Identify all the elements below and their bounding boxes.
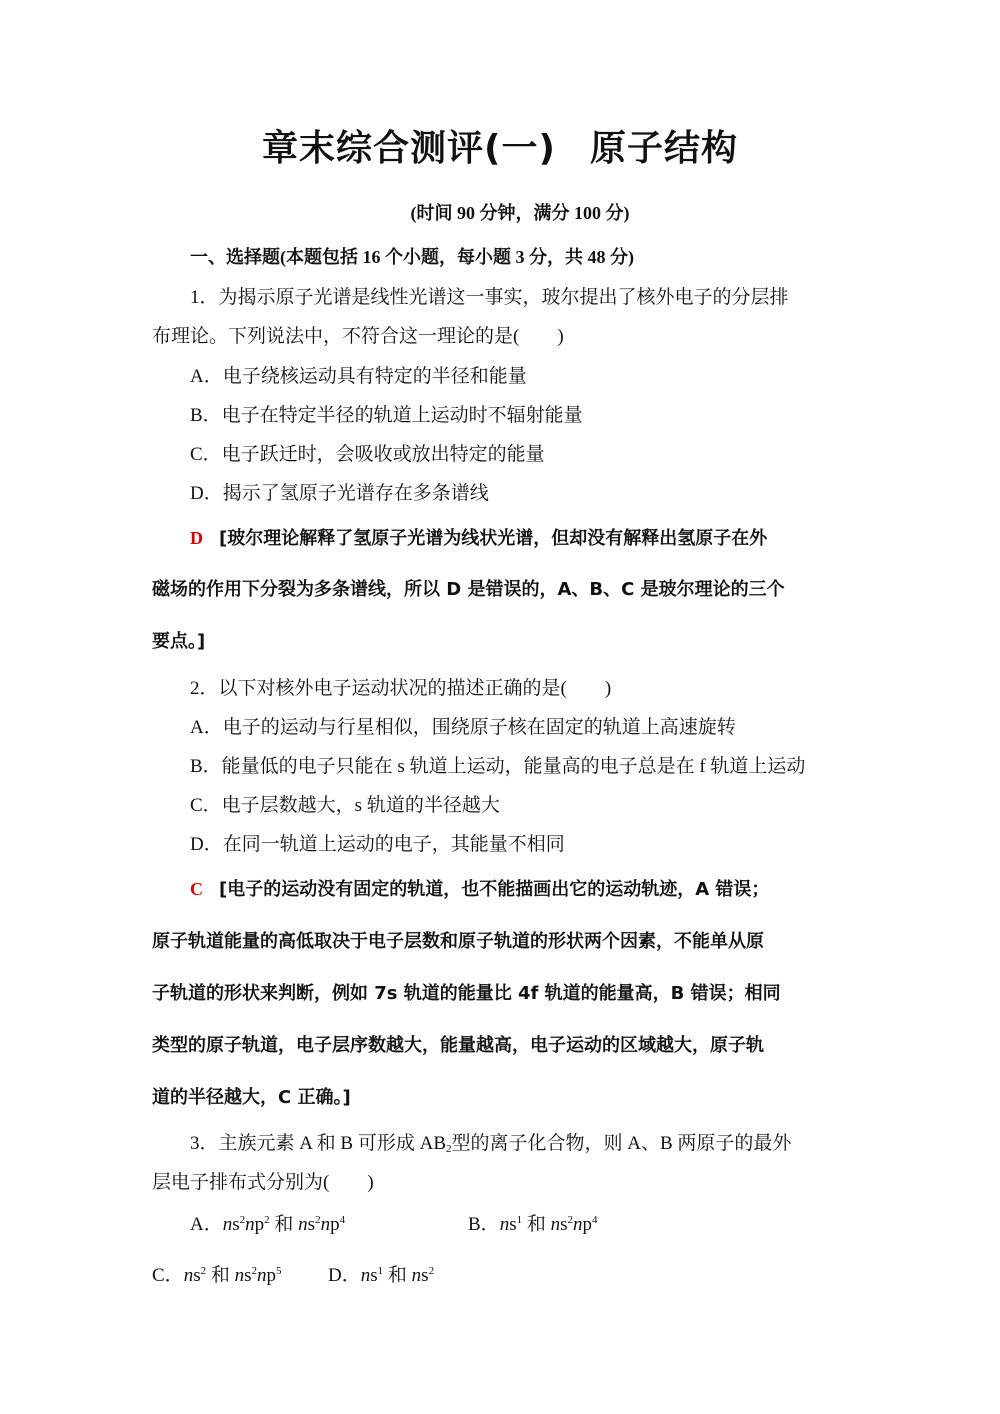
q3-orb-s: s [421, 1265, 429, 1286]
q3-and: 和 [210, 1265, 230, 1286]
title-part2: 原子结构 [589, 128, 738, 169]
q3-sup: 4 [339, 1214, 346, 1226]
q2-explanation-line4: 类型的原子轨道，电子层序数越大，能量越高，电子运动的区域越大，原子轨 [152, 1035, 764, 1056]
q3-orb-p: p [254, 1214, 265, 1235]
q3-option-b-label: B． [468, 1214, 500, 1235]
q2-explanation-line5: 道的半径越大，C 正确。] [152, 1087, 351, 1108]
section-heading-note: (本题包括 16 个小题，每小题 3 分，共 48 分) [280, 247, 634, 267]
q2-option-d: D．在同一轨道上运动的电子，其能量不相同 [190, 834, 565, 855]
q3-orb-s: s [560, 1214, 568, 1235]
q3-orb-p: p [266, 1265, 277, 1286]
q3-option-d [328, 1266, 434, 1285]
q3-orb-s: s [193, 1265, 201, 1286]
q1-explanation-line1 [190, 529, 767, 548]
q3-stem-part-a: 3．主族元素 A 和 B 可形成 AB [190, 1133, 446, 1154]
title-part1: 章末综合测评(一) [262, 128, 556, 169]
q2-explanation-line3: 子轨道的形状来判断，例如 7s 轨道的能量比 4f 轨道的能量高，B 错误；相同 [152, 983, 781, 1004]
q3-var-n: n [360, 1265, 371, 1286]
q2-answer-letter: C [190, 879, 203, 899]
q3-var-n: n [573, 1214, 583, 1235]
q3-var-n: n [550, 1214, 561, 1235]
q1-option-b: B．电子在特定半径的轨道上运动时不辐射能量 [190, 405, 583, 426]
section-heading-title: 一、选择题 [190, 247, 280, 268]
q1-stem-line1: 1．为揭示原子光谱是线性光谱这一事实，玻尔提出了核外电子的分层排 [190, 287, 789, 308]
q1-explanation-text1: [玻尔理论解释了氢原子光谱为线状光谱，但却没有解释出氢原子在外 [219, 528, 768, 549]
q2-option-c: C．电子层数越大，s 轨道的半径越大 [190, 795, 500, 816]
q1-option-d: D．揭示了氢原子光谱存在多条谱线 [190, 483, 489, 504]
page-title [0, 120, 1000, 171]
q3-orb-s: s [244, 1265, 252, 1286]
q1-stem-line2: 布理论。下列说法中，不符合这一理论的是( ) [152, 326, 564, 347]
q3-option-b [468, 1215, 598, 1234]
q3-sup: 2 [200, 1265, 207, 1277]
q3-var-n: n [257, 1265, 267, 1286]
q3-orb-s: s [307, 1214, 316, 1235]
q3-var-n: n [499, 1214, 510, 1235]
q3-orb-p: p [330, 1214, 340, 1235]
section-heading [190, 248, 634, 267]
q3-option-a-label: A． [190, 1214, 223, 1235]
q3-sup: 2 [315, 1214, 321, 1226]
q3-and: 和 [387, 1265, 407, 1286]
q3-orb-p: p [582, 1214, 593, 1235]
q1-explanation-line3: 要点。] [152, 631, 206, 652]
q3-option-a [190, 1215, 345, 1234]
q1-option-a: A．电子绕核运动具有特定的半径和能量 [190, 366, 527, 387]
q3-orb-s: s [232, 1214, 240, 1235]
q1-option-c: C．电子跃迁时，会吸收或放出特定的能量 [190, 444, 545, 465]
q3-var-n: n [234, 1265, 245, 1286]
q3-var-n: n [411, 1265, 422, 1286]
q3-option-c [152, 1266, 282, 1285]
q1-answer-letter: D [190, 528, 203, 548]
q3-stem-line1 [190, 1134, 791, 1155]
q3-stem-subscript: 2 [446, 1143, 452, 1155]
q3-orb-s: s [509, 1214, 517, 1235]
q3-sup: 2 [264, 1214, 270, 1226]
q3-var-n: n [183, 1265, 194, 1286]
q3-sup: 2 [239, 1214, 246, 1226]
q2-stem-line1: 2．以下对核外电子运动状况的描述正确的是( ) [190, 678, 612, 699]
q3-var-n: n [245, 1214, 255, 1235]
q3-orb-s: s [370, 1265, 378, 1286]
q2-explanation-line1 [190, 880, 769, 899]
q3-and: 和 [274, 1214, 294, 1235]
q3-var-n: n [222, 1214, 233, 1235]
q2-option-b: B．能量低的电子只能在 s 轨道上运动，能量高的电子总是在 f 轨道上运动 [190, 756, 806, 777]
q1-explanation-line2: 磁场的作用下分裂为多条谱线，所以 D 是错误的，A、B、C 是玻尔理论的三个 [152, 579, 785, 600]
q3-sup: 4 [592, 1214, 598, 1226]
q2-explanation-line2: 原子轨道能量的高低取决于电子层数和原子轨道的形状两个因素，不能单从原 [152, 931, 764, 952]
q3-sup: 2 [428, 1265, 435, 1277]
q3-stem-line2: 层电子排布式分别为( ) [152, 1172, 374, 1193]
q3-sup: 2 [251, 1265, 258, 1277]
q3-and: 和 [526, 1214, 546, 1235]
q3-sup: 1 [377, 1265, 384, 1277]
q3-stem-part-b: 型的离子化合物，则 A、B 两原子的最外 [451, 1133, 792, 1154]
exam-time-info: (时间 90 分钟，满分 100 分) [410, 203, 630, 223]
q3-sup: 5 [276, 1265, 282, 1277]
q3-option-c-label: C． [152, 1265, 184, 1286]
q2-option-a: A．电子的运动与行星相似，围绕原子核在固定的轨道上高速旋转 [190, 717, 736, 738]
q3-sup: 1 [516, 1214, 523, 1226]
q3-option-d-label: D． [328, 1265, 361, 1286]
q3-sup: 2 [567, 1214, 574, 1226]
q2-explanation-text1: [电子的运动没有固定的轨道，也不能描画出它的运动轨迹，A 错误； [219, 879, 770, 900]
q3-var-n: n [298, 1214, 308, 1235]
q3-var-n: n [320, 1214, 331, 1235]
